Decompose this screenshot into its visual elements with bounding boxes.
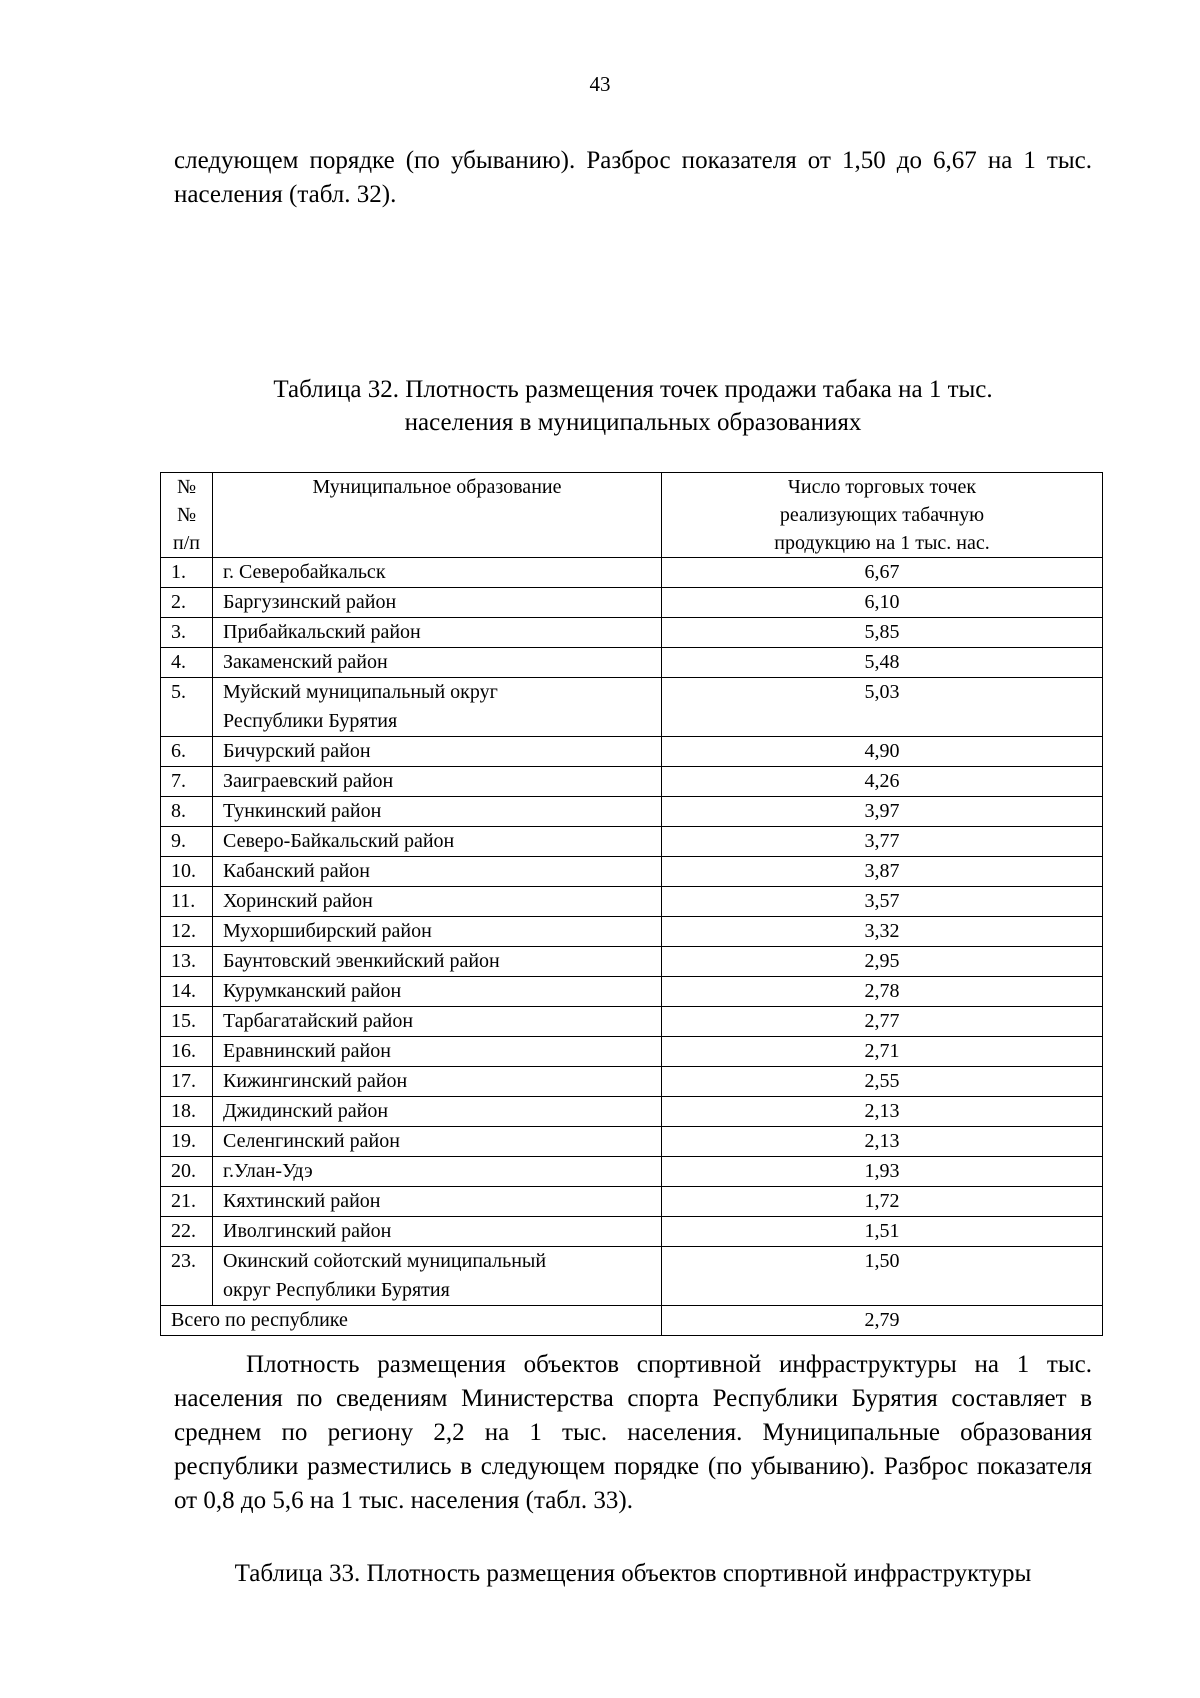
table-row — [161, 1217, 1103, 1247]
row-number: 10. — [161, 857, 213, 887]
row-municipality-line-1: Окинский сойотский муниципальный — [223, 1250, 547, 1272]
table-row — [161, 917, 1103, 947]
row-number: 23. — [161, 1247, 213, 1306]
row-number: 19. — [161, 1127, 213, 1157]
table-row — [161, 1067, 1103, 1097]
row-municipality-line-2: Республики Бурятия — [223, 710, 398, 732]
total-label: Всего по республике — [161, 1306, 662, 1336]
row-value: 3,32 — [662, 917, 1103, 947]
table-row — [161, 678, 1103, 737]
row-number: 12. — [161, 917, 213, 947]
table-header-row — [161, 473, 1103, 558]
table-body — [161, 558, 1103, 1306]
row-number: 18. — [161, 1097, 213, 1127]
total-row — [161, 1306, 1103, 1336]
row-number: 20. — [161, 1157, 213, 1187]
table-row — [161, 1097, 1103, 1127]
row-number: 9. — [161, 827, 213, 857]
header-value-line-3: продукцию на 1 тыс. нас. — [774, 532, 990, 554]
row-value: 1,93 — [662, 1157, 1103, 1187]
row-municipality: Баргузинский район — [213, 588, 662, 618]
header-value-line-2: реализующих табачную — [779, 504, 985, 526]
table-row — [161, 1037, 1103, 1067]
row-number: 5. — [161, 678, 213, 737]
table-row — [161, 1127, 1103, 1157]
row-number: 16. — [161, 1037, 213, 1067]
row-number: 7. — [161, 767, 213, 797]
row-municipality: Хоринский район — [213, 887, 662, 917]
row-value: 2,71 — [662, 1037, 1103, 1067]
row-value: 1,72 — [662, 1187, 1103, 1217]
table-row — [161, 827, 1103, 857]
header-municipality: Муниципальное образование — [213, 473, 662, 558]
table-row — [161, 648, 1103, 678]
intro-paragraph: следующем порядке (по убыванию). Разброс показателя от 1,50 до 6,67 на 1 тыс. населения (табл. 32). — [174, 147, 1092, 208]
header-value — [662, 473, 1103, 558]
table-row — [161, 1187, 1103, 1217]
row-value: 6,10 — [662, 588, 1103, 618]
row-value: 5,03 — [662, 678, 1103, 737]
table-row — [161, 1247, 1103, 1306]
row-municipality: Закаменский район — [213, 648, 662, 678]
row-value: 4,26 — [662, 767, 1103, 797]
row-number: 8. — [161, 797, 213, 827]
row-value: 3,97 — [662, 797, 1103, 827]
row-municipality — [213, 1247, 662, 1306]
row-number: 1. — [161, 558, 213, 588]
row-value: 1,51 — [662, 1217, 1103, 1247]
page-number: 43 — [589, 72, 611, 96]
table-row — [161, 857, 1103, 887]
row-number: 22. — [161, 1217, 213, 1247]
row-municipality: Северо-Байкальский район — [213, 827, 662, 857]
row-value: 5,85 — [662, 618, 1103, 648]
row-municipality: Мухоршибирский район — [213, 917, 662, 947]
row-value: 2,78 — [662, 977, 1103, 1007]
row-municipality: Джидинский район — [213, 1097, 662, 1127]
row-number: 17. — [161, 1067, 213, 1097]
row-municipality: Кижингинский район — [213, 1067, 662, 1097]
row-municipality: Еравнинский район — [213, 1037, 662, 1067]
row-value: 3,57 — [662, 887, 1103, 917]
row-municipality: г. Северобайкальск — [213, 558, 662, 588]
row-municipality: Тункинский район — [213, 797, 662, 827]
table-row — [161, 737, 1103, 767]
row-number: 3. — [161, 618, 213, 648]
row-municipality: Кяхтинский район — [213, 1187, 662, 1217]
table-32-caption-line-2: населения в муниципальных образованиях — [404, 409, 862, 436]
table-row — [161, 767, 1103, 797]
table-row — [161, 797, 1103, 827]
row-value: 2,13 — [662, 1127, 1103, 1157]
header-value-line-1: Число торговых точек — [787, 476, 977, 498]
row-municipality: Тарбагатайский район — [213, 1007, 662, 1037]
table-row — [161, 1157, 1103, 1187]
row-value: 2,77 — [662, 1007, 1103, 1037]
row-number: 13. — [161, 947, 213, 977]
row-value: 4,90 — [662, 737, 1103, 767]
row-value: 3,87 — [662, 857, 1103, 887]
row-municipality-line-2: округ Республики Бурятия — [223, 1279, 450, 1301]
row-municipality: Бичурский район — [213, 737, 662, 767]
header-number — [161, 473, 213, 558]
table-row — [161, 947, 1103, 977]
table-row — [161, 977, 1103, 1007]
total-value: 2,79 — [662, 1306, 1103, 1336]
sport-paragraph: Плотность размещения объектов спортивной инфраструктуры на 1 тыс. населения по сведениям Министерства спорта Республики Бурятия составляет в среднем по региону 2,2 на 1 тыс. населения. Муниципальные образования республики разместились в следующем порядке (по убыванию). Разброс показателя от 0,8 до 5,6 на 1 тыс. населения (табл. 33). — [174, 1351, 1092, 1514]
row-number: 2. — [161, 588, 213, 618]
row-municipality-line-1: Муйский муниципальный округ — [223, 681, 498, 703]
row-number: 14. — [161, 977, 213, 1007]
row-number: 11. — [161, 887, 213, 917]
table-32-caption — [174, 373, 1092, 439]
table-row — [161, 558, 1103, 588]
row-number: 4. — [161, 648, 213, 678]
table-row — [161, 1007, 1103, 1037]
table-row — [161, 588, 1103, 618]
table-row — [161, 887, 1103, 917]
row-value: 5,48 — [662, 648, 1103, 678]
density-table — [160, 472, 1103, 1336]
table-row — [161, 618, 1103, 648]
row-number: 6. — [161, 737, 213, 767]
row-municipality: Баунтовский эвенкийский район — [213, 947, 662, 977]
row-value: 2,55 — [662, 1067, 1103, 1097]
row-municipality: Прибайкальский район — [213, 618, 662, 648]
row-municipality: г.Улан-Удэ — [213, 1157, 662, 1187]
row-municipality: Курумканский район — [213, 977, 662, 1007]
row-number: 21. — [161, 1187, 213, 1217]
header-number-line-2: п/п — [173, 532, 200, 554]
table-33-caption: Таблица 33. Плотность размещения объектов спортивной инфраструктуры — [234, 1560, 1032, 1587]
row-value: 2,95 — [662, 947, 1103, 977]
table-32-caption-line-1: Таблица 32. Плотность размещения точек продажи табака на 1 тыс. — [273, 376, 993, 403]
row-municipality: Заиграевский район — [213, 767, 662, 797]
row-value: 2,13 — [662, 1097, 1103, 1127]
row-value: 3,77 — [662, 827, 1103, 857]
row-municipality: Кабанский район — [213, 857, 662, 887]
row-municipality: Селенгинский район — [213, 1127, 662, 1157]
row-number: 15. — [161, 1007, 213, 1037]
row-value: 1,50 — [662, 1247, 1103, 1306]
row-value: 6,67 — [662, 558, 1103, 588]
row-municipality — [213, 678, 662, 737]
row-municipality: Иволгинский район — [213, 1217, 662, 1247]
header-number-line-1: № № — [176, 476, 197, 526]
